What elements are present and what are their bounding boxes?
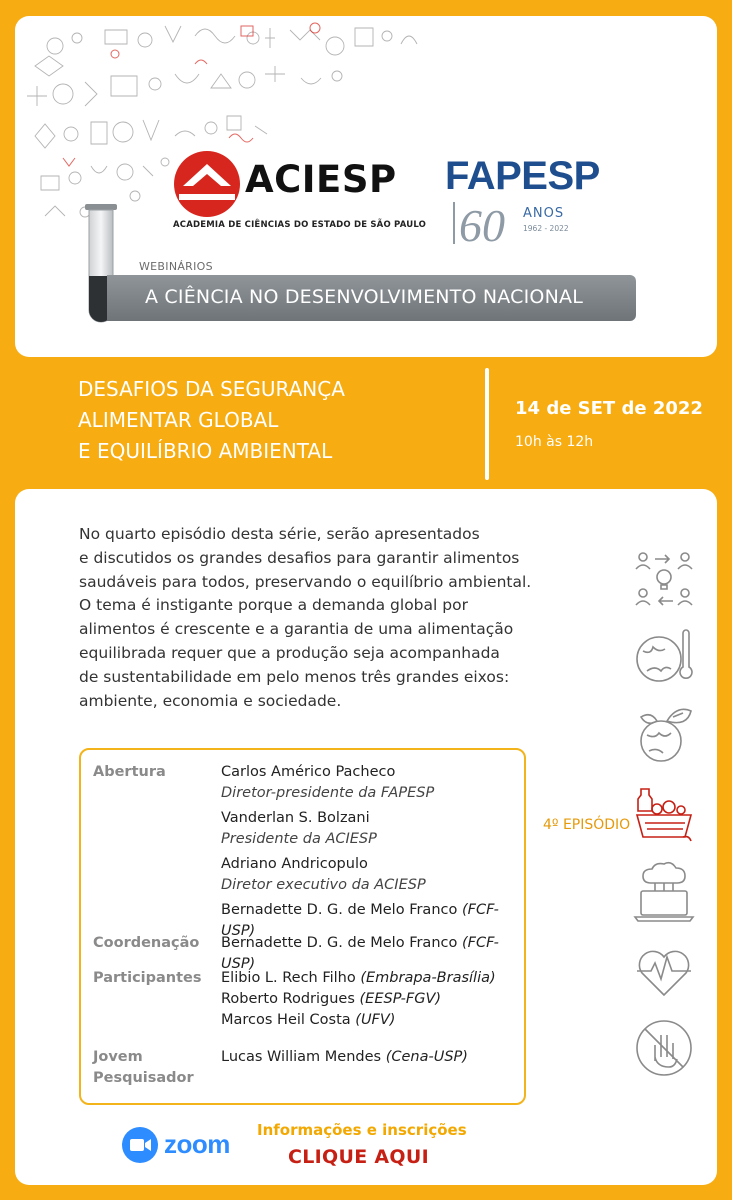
zoom-logo [122, 1127, 234, 1163]
program-box [79, 748, 526, 1105]
content-card [15, 489, 717, 1185]
fapesp-name: FAPESP [445, 154, 600, 198]
aciesp-subtitle: ACADEMIA DE CIÊNCIAS DO ESTADO DE SÃO PAULO [173, 220, 427, 230]
program-label-line: Pesquisador [93, 1070, 194, 1086]
event-time: 10h às 12h [515, 434, 594, 450]
register-link[interactable]: CLIQUE AQUI [288, 1146, 429, 1168]
zoom-wordmark: zoom [164, 1129, 230, 1159]
description-line: alimentos é crescente e a garantia de uma alimentação [79, 620, 514, 639]
description-line: No quarto episódio desta série, serão apresentados [79, 525, 480, 543]
aciesp-emblem-icon [173, 150, 241, 218]
program-label: Participantes [93, 970, 202, 986]
globe-thermometer-icon [633, 627, 695, 689]
aciesp-name: ACIESP [245, 158, 397, 201]
episode-title-line: ALIMENTAR GLOBAL [78, 408, 279, 432]
speaker-name: Bernadette D. G. de Melo Franco [221, 935, 458, 951]
program-label: Abertura [93, 764, 166, 780]
speaker-name: Lucas William Mendes [221, 1049, 382, 1065]
description-line: e discutidos os grandes desafios para garantir alimentos [79, 548, 520, 567]
speaker-affiliation: (FCF-USP) [221, 902, 499, 939]
event-date: 14 de SET de 2022 [515, 398, 703, 419]
speaker-line [221, 989, 521, 1010]
speaker-line [221, 968, 521, 989]
program-values [221, 968, 521, 1031]
header-card [15, 16, 717, 357]
speaker-name: Carlos Américo Pacheco [221, 764, 396, 780]
speaker-affiliation: (FCF-USP) [221, 935, 499, 972]
series-label: WEBINÁRIOS [139, 260, 213, 273]
fapesp-anos: ANOS [523, 206, 565, 221]
fapesp-divider [453, 202, 455, 244]
speaker-affiliation: (Cena-USP) [385, 1049, 468, 1065]
people-network-icon [633, 549, 695, 611]
series-banner [107, 275, 636, 321]
fapesp-years: 1962 - 2022 [523, 224, 569, 233]
episode-title-line: E EQUILÍBRIO AMBIENTAL [78, 439, 333, 463]
speaker-line [221, 1047, 521, 1068]
hand-stop-icon [633, 1017, 695, 1079]
description-line: de sustentabilidade em pelo menos três grandes eixos: [79, 667, 510, 686]
info-text: Informações e inscrições [257, 1121, 467, 1139]
episode-title [78, 374, 458, 467]
program-label-line: Jovem [93, 1049, 143, 1065]
program-values [221, 762, 521, 942]
speaker-name: Elibio L. Rech Filho [221, 970, 356, 986]
series-title: A CIÊNCIA NO DESENVOLVIMENTO NACIONAL [145, 286, 583, 308]
zoom-icon [122, 1127, 158, 1163]
heartbeat-icon [633, 939, 695, 1001]
food-basket-icon [633, 783, 695, 845]
speaker-name: Roberto Rodrigues [221, 991, 355, 1007]
description-line: O tema é instigante porque a demanda global por [79, 596, 468, 615]
episode-marker: 4º EPISÓDIO [543, 817, 631, 833]
speaker-name: Marcos Heil Costa [221, 1012, 351, 1028]
title-date-divider [485, 368, 489, 480]
speaker-role: Diretor executivo da ACIESP [221, 877, 426, 893]
speaker-role: Presidente da ACIESP [221, 831, 377, 847]
speaker-affiliation: (UFV) [355, 1012, 396, 1028]
description-line: saudáveis para todos, preservando o equilíbrio ambiental. [79, 572, 532, 591]
description [79, 523, 549, 713]
speaker-line [221, 1010, 521, 1031]
speaker-affiliation: (Embrapa-Brasília) [360, 970, 496, 986]
fapesp-sixty: 60 [459, 200, 505, 251]
description-line: equilibrada requer que a produção seja acompanhada [79, 643, 500, 662]
fapesp-logo [445, 154, 600, 254]
earth-leaves-icon [633, 705, 695, 767]
speaker-affiliation: (EESP-FGV) [359, 991, 442, 1007]
program-values [221, 1047, 521, 1068]
episode-title-line: DESAFIOS DA SEGURANÇA [78, 377, 345, 401]
program-label [93, 1047, 218, 1089]
program-label: Coordenação [93, 935, 200, 951]
speaker-name: Vanderlan S. Bolzani [221, 810, 370, 826]
cloud-laptop-icon [633, 861, 695, 923]
speaker-role: Diretor-presidente da FAPESP [221, 785, 435, 801]
speaker-name: Adriano Andricopulo [221, 856, 368, 872]
speaker-name: Bernadette D. G. de Melo Franco [221, 902, 458, 918]
description-line: ambiente, economia e sociedade. [79, 691, 342, 710]
